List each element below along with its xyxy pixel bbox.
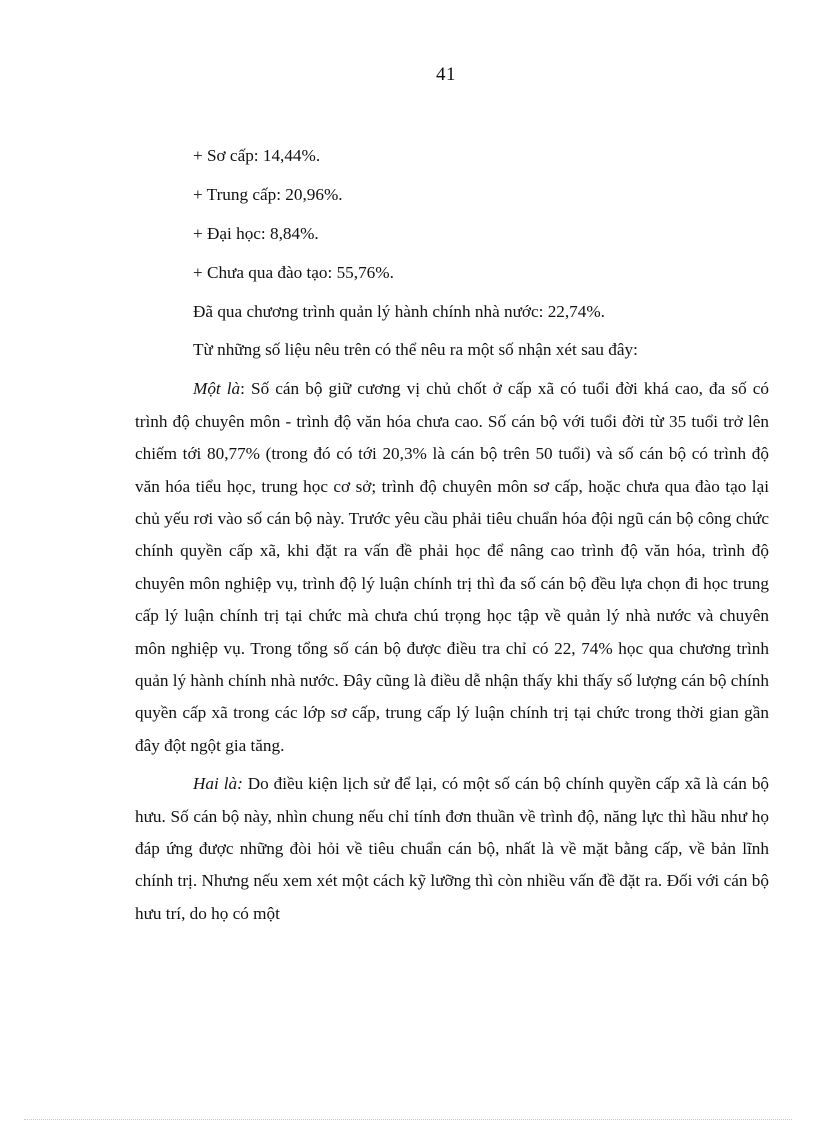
paragraph-first-remark <box>135 373 769 762</box>
paragraph-text: Do điều kiện lịch sử để lại, có một số cán bộ chính quyền cấp xã là cán bộ hưu. Số cán bộ này, nhìn chung nếu chỉ tính đơn thuần về trình độ, năng lực thì hầu như họ đáp ứng được những đòi hỏi về tiêu chuẩn cán bộ, nhất là về mặt bằng cấp, về bản lĩnh chính trị. Nhưng nếu xem xét một cách kỹ lưỡng thì còn nhiều vấn đề đặt ra. Đối với cán bộ hưu trí, do họ có một <box>135 774 770 923</box>
paragraph-second-remark <box>135 768 769 930</box>
page-bottom-divider <box>24 1119 792 1120</box>
document-body <box>135 140 769 936</box>
paragraph-text: : Số cán bộ giữ cương vị chủ chốt ở cấp xã có tuổi đời khá cao, đa số có trình độ chuyên môn - trình độ văn hóa chưa cao. Số cán bộ với tuổi đời từ 35 tuổi trở lên chiếm tới 80,77% (trong đó có tới 20,3% là cán bộ trên 50 tuổi) và số cán bộ có trình độ văn hóa tiểu học, trung học cơ sở; trình độ chuyên môn sơ cấp, hoặc chưa qua đào tạo lại chủ yếu rơi vào số cán bộ này. Trước yêu cầu phải tiêu chuẩn hóa đội ngũ cán bộ công chức chính quyền cấp xã, khi đặt ra vấn đề phải học để nâng cao trình độ văn hóa, trình độ chuyên môn nghiệp vụ, trình độ lý luận chính trị thì đa số cán bộ đều lựa chọn đi học trung cấp lý luận chính trị tại chức mà chưa chú trọng học tập về quản lý nhà nước và chuyên môn nghiệp vụ. Trong tổng số cán bộ được điều tra chỉ có 22, 74% học qua chương trình quản lý hành chính nhà nước. Đây cũng là điều dễ nhận thấy khi thấy số lượng cán bộ chính quyền cấp xã trong các lớp sơ cấp, trung cấp lý luận chính trị tại chức trong thời gian gần đây đột ngột gia tăng. <box>135 379 769 755</box>
page-number: 41 <box>436 64 456 85</box>
paragraph-lead: Hai là: <box>193 774 243 794</box>
stat-university: + Đại học: 8,84%. <box>193 223 319 243</box>
paragraph-lead: Một là <box>193 379 241 399</box>
remarks-intro: Từ những số liệu nêu trên có thể nêu ra một số nhận xét sau đây: <box>193 340 638 360</box>
stat-elementary: + Sơ cấp: 14,44%. <box>193 146 321 165</box>
stat-untrained: + Chưa qua đào tạo: 55,76%. <box>193 262 394 282</box>
stat-state-management: Đã qua chương trình quản lý hành chính nhà nước: 22,74%. <box>193 301 605 321</box>
stat-intermediate: + Trung cấp: 20,96%. <box>193 184 343 204</box>
